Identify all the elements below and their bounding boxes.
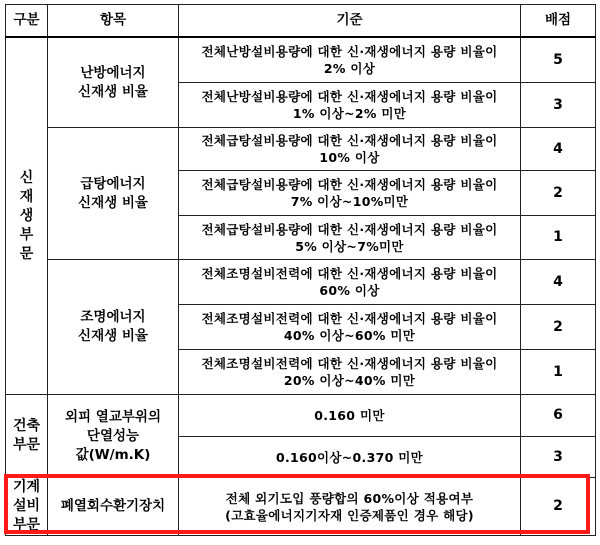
standard-cell [179,171,521,216]
standard-line: 0.160이상~0.370 미만 [275,449,423,465]
standard-cell [179,128,521,171]
score-cell: 2 [521,171,596,216]
item-line: 신재생 비율 [78,194,148,211]
standard-line: 전체조명설비전력에 대한 신·재생에너지 용량 비율이 [201,266,498,281]
category-line: 기계 [12,479,41,495]
scoring-table [5,4,596,536]
standard-line: 60% 이상 [319,283,380,298]
standard-cell [179,395,521,437]
standard-line: 전체급탕설비용량에 대한 신·재생에너지 용량 비율이 [201,177,498,192]
standard-line: 2% 이상 [323,61,376,76]
standard-cell [179,305,521,350]
category-cell-renewable [6,37,48,395]
score-cell: 3 [521,83,596,128]
category-char: 부 [19,226,34,243]
table-row [6,260,596,305]
standard-line: 20% 이상~40% 미만 [283,373,416,388]
category-line: 건축 [12,418,41,434]
table-row [6,37,596,83]
standard-line: 전체조명설비전력에 대한 신·재생에너지 용량 비율이 [201,356,498,371]
standard-line: 전체난방설비용량에 대한 신·재생에너지 용량 비율이 [201,44,498,59]
standard-line: 전체난방설비용량에 대한 신·재생에너지 용량 비율이 [201,89,498,104]
standard-line: 40% 이상~60% 미만 [283,328,416,343]
standard-line: 전체 외기도입 풍량합의 60%이상 적용여부 [225,490,474,506]
item-line: 난방에너지 [80,64,146,81]
header-row [6,5,596,38]
score-cell: 2 [521,478,596,536]
standard-line: 7% 이상~10%미만 [290,194,409,209]
score-cell: 2 [521,305,596,350]
standard-cell [179,37,521,83]
category-line: 부문 [12,437,41,453]
item-cell-hot-water [48,128,179,260]
item-line: 단열성능 [86,427,140,444]
table-row [6,395,596,437]
category-line: 부문 [12,517,41,533]
header-category: 구분 [6,5,48,38]
table-row [6,478,596,536]
standard-line: 전체급탕설비용량에 대한 신·재생에너지 용량 비율이 [201,221,498,237]
item-cell-heating [48,37,179,128]
standard-line: (고효율에너지기자재 인증제품인 경우 해당) [225,507,474,523]
score-cell: 1 [521,216,596,260]
standard-line: 5% 이상~7%미만 [295,238,404,254]
standard-line: 10% 이상 [319,150,380,165]
category-cell-architecture [6,395,48,478]
score-cell: 6 [521,395,596,437]
item-line: 값(W/m.K) [75,446,151,463]
header-score: 배점 [521,5,596,38]
standard-cell [179,350,521,395]
item-line: 조명에너지 [80,309,146,325]
category-char: 문 [19,245,34,262]
table-row [6,128,596,171]
category-char: 신 [19,169,34,186]
standard-cell [179,437,521,478]
standard-cell [179,478,521,536]
standard-cell [179,83,521,128]
item-line: 신재생 비율 [78,328,148,344]
score-cell: 4 [521,260,596,305]
score-cell: 1 [521,350,596,395]
category-char: 재 [19,188,34,205]
header-item: 항목 [48,5,179,38]
standard-line: 1% 이상~2% 미만 [292,106,407,121]
header-standard: 기준 [179,5,521,38]
standard-cell [179,260,521,305]
category-char: 생 [19,207,34,224]
standard-line: 전체급탕설비용량에 대한 신·재생에너지 용량 비율이 [201,133,498,148]
item-line: 폐열회수환기장치 [60,498,166,514]
item-line: 신재생 비율 [78,83,148,100]
item-cell-thermal-bridge [48,395,179,478]
category-cell-mechanical [6,478,48,536]
item-line: 외피 열교부위의 [65,408,161,425]
score-cell: 5 [521,37,596,83]
standard-cell [179,216,521,260]
item-cell-heat-recovery [48,478,179,536]
category-line: 설비 [12,498,41,514]
score-cell: 3 [521,437,596,478]
item-line: 급탕에너지 [80,175,146,192]
standard-line: 0.160 미만 [314,408,385,423]
standard-line: 전체조명설비전력에 대한 신·재생에너지 용량 비율이 [201,311,498,326]
score-cell: 4 [521,128,596,171]
item-cell-lighting [48,260,179,395]
